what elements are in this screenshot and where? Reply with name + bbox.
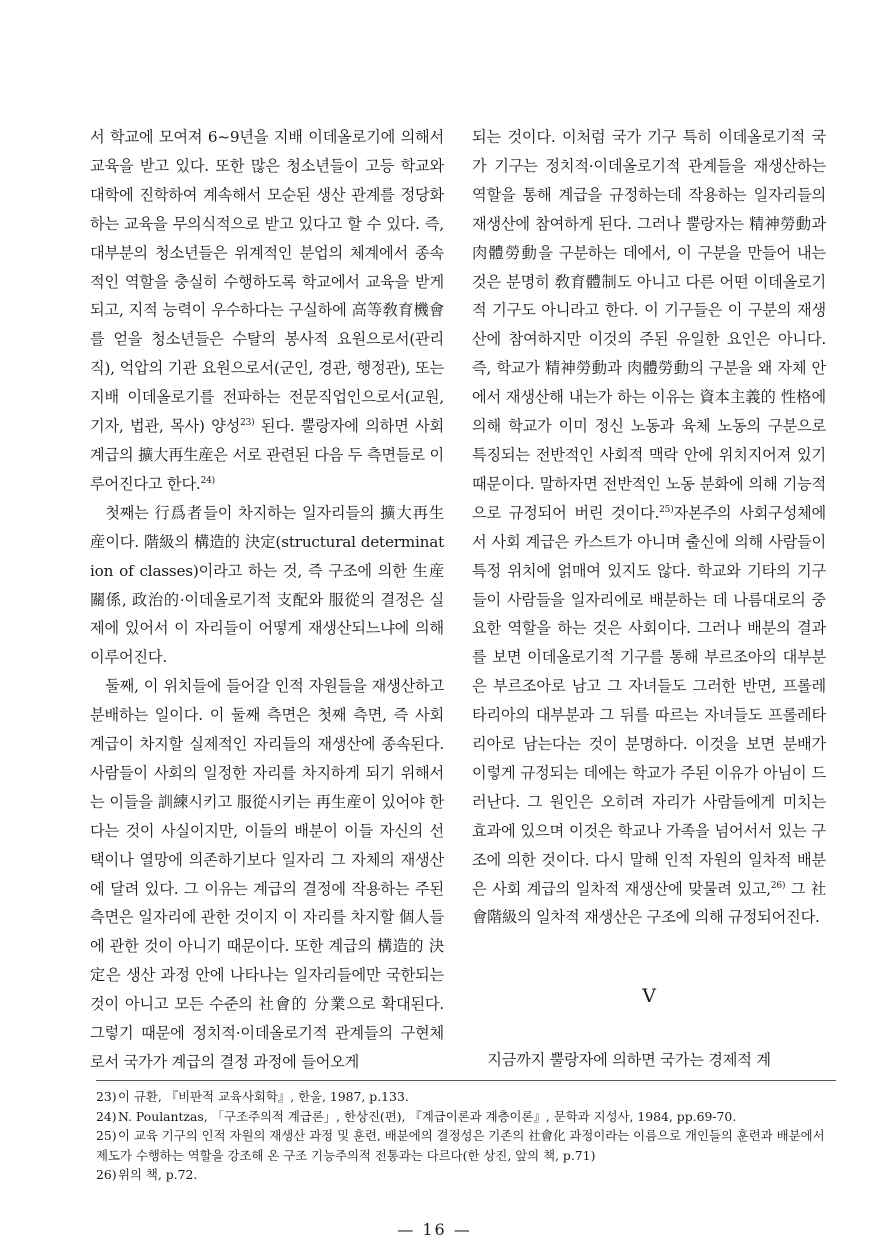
right-column [472, 123, 826, 1075]
footnotes [96, 1080, 836, 1185]
section-heading: V [642, 985, 656, 1008]
paragraph: 둘째, 이 위치들에 들어갈 인적 자원들을 재생산하고 분배하는 일이다. 이 둘째 측면은 첫째 측면, 즉 사회 계급이 차지할 실제적인 자리들의 재생산에 종속된다. 사람들이 사회의 일정한 자리를 차지하게 되기 위해서는 이들을 訓練시키고 服從시키는 再生産이 있어야 한다는 것이 사실이지만, 이들의 배분이 이들 자신의 선택이나 열망에 의존하기보다 일자리 그 자체의 재생산에 달려 있다. 그 이유는 계급의 결정에 작용하는 주된 측면은 일자리에 관한 것이지 이 자리를 차지할 個人들에 관한 것이 아니기 때문이다. 또한 계급의 構造的 決定은 생산 과정 안에 나타나는 일자리들에만 국한되는 것이 아니고 모든 수준의 社會的 分業으로 확대된다. 그렇기 때문에 정치적·이데올로기적 관계들의 구현체로서 국가가 계급의 결정 과정에 들어오게 [90, 677, 444, 1071]
left-column [90, 123, 444, 1077]
footnote: 23)이 규환, 『비판적 교육사회학』, 한울, 1987, p.133. [96, 1089, 409, 1104]
footnote-ref: 26) [770, 880, 786, 891]
paragraph: 되는 것이다. 이처럼 국가 기구 특히 이데올로기적 국가 기구는 정치적·이데올로기적 관계들을 재생산하는 역할을 통해 계급을 규정하는데 작용하는 일자리들의 재생산에 참여하게 된다. 그러나 뿔랑자는 精神勞動과 肉體勞動을 구분하는 데에서, 이 구분을 만들어 내는 것은 분명히 敎育體制도 아니고 다른 어떤 이데올로기적 기구도 아니라고 한다. 이 기구들은 이 구분의 재생산에 참여하지만 이것의 주된 유일한 요인은 아니다. 즉, 학교가 精神勞動과 肉體勞動의 구분을 왜 자체 안에서 재생산해 내는가 하는 이유는 資本主義的 性格에 의해 학교가 이미 정신 노동과 육체 노동의 구분으로 특징되는 전반적인 사회적 맥락 안에 위치지어져 있기 때문이다. 말하자면 전반적인 노동 분화에 의해 기능적으로 규정되어 버린 것이다.$^{25)}$자본주의 사회구성체에서 사회 계급은 카스트가 아니며 출신에 의해 사람들이 특정 위치에 얽매여 있지도 않다. 학교와 기타의 기구들이 사람들을 일자리에로 배분하는 데 나름대로의 중요한 역할을 하는 것은 사회이다. 그러나 배분의 결과를 보면 이데올로기적 기구를 통해 부르조아의 대부분은 부르조아로 남고 그 자녀들도 그러한 반면, 프롤레타리아의 대부분과 그 뒤를 따르는 자녀들도 프롤레타리아로 남는다는 것이 분명하다. 이것을 보면 분배가 이렇게 규정되는 데에는 학교가 주된 이유가 아님이 드러난다. 그 원인은 오히려 자리가 사람들에게 미치는 효과에 있으며 이것은 학교나 가족을 넘어서서 있는 구조에 의한 것이다. 다시 말해 인적 자원의 일차적 배분은 사회 계급의 일차적 재생산에 맞물려 있고,$^{26)}$ 그 社會階級의 일차적 재생산은 구조에 의해 규정되어진다. [472, 128, 827, 927]
footnote: 26)위의 책, p.72. [96, 1167, 198, 1183]
paragraph: 서 학교에 모여져 6~9년을 지배 이데올로기에 의해서 교육을 받고 있다. 또한 많은 청소년들이 고등 학교와 대학에 진학하여 계속해서 모순된 생산 관계를 정당화하는 교육을 무의식적으로 받고 있다고 할 수 있다. 즉, 대부분의 청소년들은 위계적인 분업의 체계에서 종속적인 역할을 충실히 수행하도록 학교에서 교육을 받게 되고, 지적 능력이 우수하다는 구실하에 高等敎育機會를 얻을 청소년들은 수탈의 봉사적 요원으로서(관리직), 억압의 기관 요원으로서(군인, 경관, 행정관), 또는 지배 이데올로기를 전파하는 전문직업인으로서(교원, 기자, 법관, 목사) 양성$^{23)}$ 된다. 뿔랑자에 의하면 사회 계급의 擴大再生産은 서로 관련된 다음 두 측면들로 이루어진다고 한다.$^{24)}$ [90, 128, 444, 493]
page-number: — 16 — [397, 1220, 472, 1239]
paragraph: 지금까지 뿔랑자에 의하면 국가는 경제적 계 [487, 1051, 771, 1070]
footnote: 25)이 교육 기구의 인적 자원의 재생산 과정 및 훈련, 배분에의 결정성은 기존의 社會化 과정이라는 이름으로 개인들의 훈련과 배분에서 제도가 수행하는 역할을 강조해 온 구조 기능주의적 전통과는 다르다(한 상진, 앞의 책, p.71) [96, 1128, 825, 1163]
footnote-ref: 25) [659, 504, 674, 515]
footnote-ref: 23) [240, 418, 255, 428]
footnote: 24)N. Poulantzas, 「구조주의적 계급론」, 한상진(편), 『계급이론과 계층이론』, 문학과 지성사, 1984, pp.69-70. [96, 1108, 737, 1124]
footnote-ref: 24) [200, 475, 215, 486]
paragraph: 첫째는 行爲者들이 차지하는 일자리들의 擴大再生産이다. 階級의 構造的 決定(structural determination of classes)이라고 하는 것, 즉 구조에 의한 生産關係, 政治的·이데올로기적 支配와 服從의 결정은 실제에 있어서 이 자리들이 어떻게 재생산되느냐에 의해 이루어진다. [90, 503, 444, 667]
